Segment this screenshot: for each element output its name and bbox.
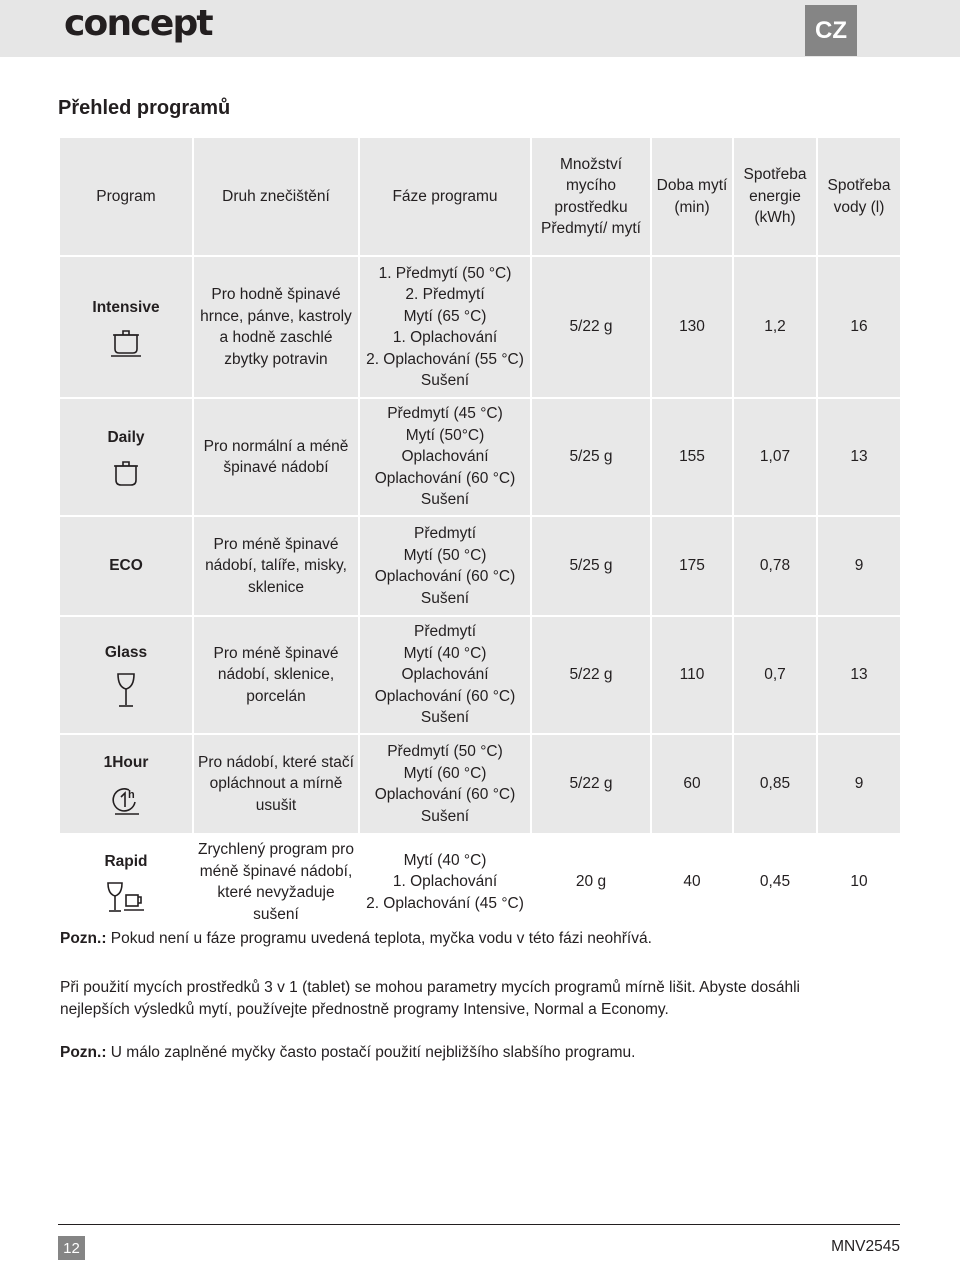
program-name: Glass [104, 644, 148, 662]
duration-cell: 110 [651, 616, 733, 734]
soil-cell: Pro méně špinavé nádobí, sklenice, porcelán [193, 616, 359, 734]
water-cell: 9 [817, 734, 901, 834]
program-cell [59, 734, 193, 834]
program-name: Rapid [104, 853, 148, 871]
glass-and-cup-icon [62, 881, 190, 913]
program-name: Intensive [92, 299, 160, 317]
duration-cell: 155 [651, 398, 733, 516]
program-name: ECO [109, 557, 143, 575]
pot-icon [62, 457, 190, 487]
note-load [60, 1042, 635, 1064]
detergent-cell: 5/25 g [531, 516, 651, 616]
note-text: Pokud není u fáze programu uvedená teplota, myčka vodu v této fázi neohřívá. [106, 930, 652, 947]
table-row [59, 616, 901, 734]
detergent-cell: 20 g [531, 834, 651, 930]
table-row [59, 516, 901, 616]
page-title: Přehled programů [58, 97, 231, 119]
wine-glass-icon [62, 672, 190, 708]
brand-logo: concept [64, 3, 212, 44]
header-detergent: Množství mycího prostředku Předmytí/ mytí [531, 137, 651, 256]
water-cell: 13 [817, 398, 901, 516]
duration-cell: 40 [651, 834, 733, 930]
soil-cell: Pro nádobí, které stačí opláchnout a mírně usušit [193, 734, 359, 834]
header-soil: Druh znečištění [193, 137, 359, 256]
header-water: Spotřeba vody (l) [817, 137, 901, 256]
water-cell: 16 [817, 256, 901, 398]
program-cell [59, 516, 193, 616]
note-label: Pozn.: [60, 1044, 107, 1061]
header-energy: Spotřeba energie (kWh) [733, 137, 817, 256]
program-cell [59, 256, 193, 398]
table-row [59, 834, 901, 930]
note-text: U málo zaplněné myčky často postačí použití nejbližšího slabšího programu. [106, 1044, 636, 1061]
svg-text:h: h [128, 788, 135, 801]
note-tablet: Při použití mycích prostředků 3 v 1 (tablet) se mohou parametry mycích programů mírně lišit. Abyste dosáhli nejlepších výsledků mytí, používejte přednostně programy Intensive, Normal a Economy. [60, 979, 800, 1018]
duration-cell: 130 [651, 256, 733, 398]
energy-cell: 0,85 [733, 734, 817, 834]
table-row [59, 398, 901, 516]
footer-divider [58, 1224, 900, 1225]
soil-cell: Pro méně špinavé nádobí, talíře, misky, sklenice [193, 516, 359, 616]
program-cell [59, 616, 193, 734]
water-cell: 13 [817, 616, 901, 734]
program-name: 1Hour [103, 754, 149, 772]
phases-cell: 1. Předmytí (50 °C) 2. Předmytí Mytí (65 °C) 1. Oplachování 2. Oplachování (55 °C) Sušení [359, 256, 531, 398]
phases-cell: Předmytí Mytí (40 °C) Oplachování Oplachování (60 °C) Sušení [359, 616, 531, 734]
header-bar [0, 0, 960, 57]
note-label: Pozn.: [60, 930, 107, 947]
water-cell: 9 [817, 516, 901, 616]
energy-cell: 1,2 [733, 256, 817, 398]
soil-cell: Pro normální a méně špinavé nádobí [193, 398, 359, 516]
soil-cell: Pro hodně špinavé hrnce, pánve, kastroly a hodně zaschlé zbytky potravin [193, 256, 359, 398]
detergent-cell: 5/22 g [531, 616, 651, 734]
one-hour-icon [62, 782, 190, 816]
duration-cell: 60 [651, 734, 733, 834]
note-temperature [60, 928, 652, 950]
phases-cell: Předmytí (50 °C) Mytí (60 °C) Oplachování (60 °C) Sušení [359, 734, 531, 834]
pot-lid-icon [62, 327, 190, 357]
page-number: 12 [58, 1236, 85, 1260]
table-header-row [59, 137, 901, 256]
phases-cell: Předmytí Mytí (50 °C) Oplachování (60 °C) Sušení [359, 516, 531, 616]
phases-cell: Předmytí (45 °C) Mytí (50°C) Oplachování Oplachování (60 °C) Sušení [359, 398, 531, 516]
energy-cell: 0,7 [733, 616, 817, 734]
detergent-cell: 5/25 g [531, 398, 651, 516]
header-phases: Fáze programu [359, 137, 531, 256]
soil-cell: Zrychlený program pro méně špinavé nádobí, které nevyžaduje sušení [193, 834, 359, 930]
table-row [59, 734, 901, 834]
program-cell [59, 834, 193, 930]
duration-cell: 175 [651, 516, 733, 616]
header-duration: Doba mytí (min) [651, 137, 733, 256]
table-row [59, 256, 901, 398]
energy-cell: 1,07 [733, 398, 817, 516]
energy-cell: 0,78 [733, 516, 817, 616]
water-cell: 10 [817, 834, 901, 930]
detergent-cell: 5/22 g [531, 256, 651, 398]
program-table [58, 136, 902, 931]
energy-cell: 0,45 [733, 834, 817, 930]
program-cell [59, 398, 193, 516]
model-number: MNV2545 [831, 1238, 900, 1255]
header-program: Program [59, 137, 193, 256]
program-name: Daily [107, 429, 145, 447]
detergent-cell: 5/22 g [531, 734, 651, 834]
phases-cell: Mytí (40 °C) 1. Oplachování 2. Oplachování (45 °C) [359, 834, 531, 930]
language-badge: CZ [805, 5, 857, 56]
